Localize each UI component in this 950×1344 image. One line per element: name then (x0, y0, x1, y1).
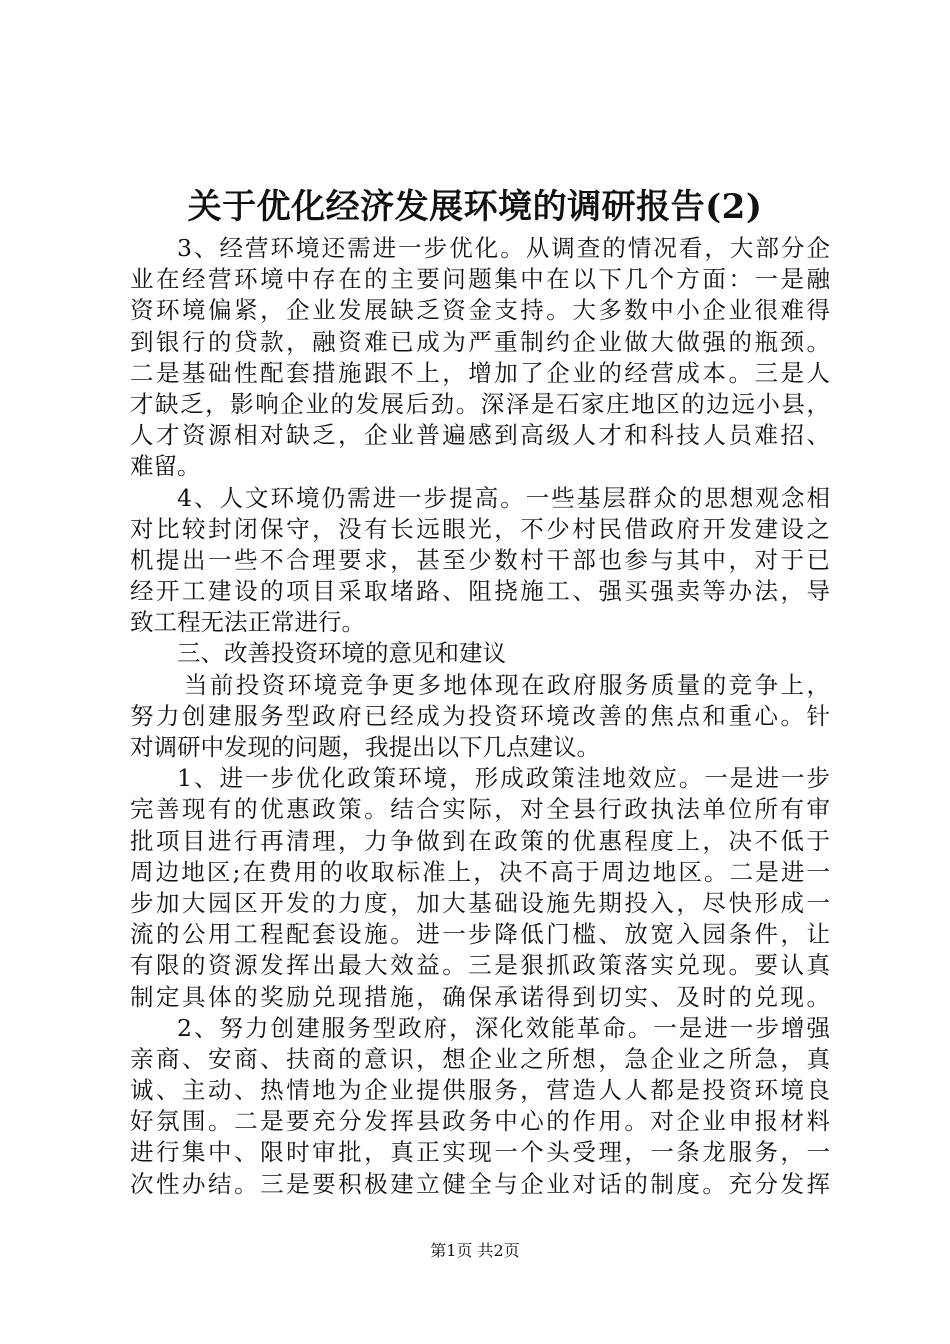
text-line: 进行集中、限时审批，真正实现一个头受理，一条龙服务，一 (130, 1138, 830, 1167)
text-line: 1、进一步优化政策环境，形成政策洼地效应。一是进一步 (177, 764, 830, 793)
text-line: 努力创建服务型政府已经成为投资环境改善的焦点和重心。针 (130, 701, 830, 730)
text-line: 当前投资环境竞争更多地体现在政府服务质量的竞争上， (184, 670, 830, 699)
document-title: 关于优化经济发展环境的调研报告(2) (187, 187, 763, 227)
text-line: 机提出一些不合理要求，甚至少数村干部也参与其中，对于已 (130, 545, 830, 574)
text-line: 制定具体的奖励兑现措施，确保承诺得到切实、及时的兑现。 (130, 982, 830, 1011)
text-line: 完善现有的优惠政策。结合实际，对全县行政执法单位所有审 (130, 795, 830, 824)
text-line: 有限的资源发挥出最大效益。三是狠抓政策落实兑现。要认真 (130, 951, 830, 980)
page-footer: 第1页 共2页 (430, 1241, 520, 1260)
text-line: 人才资源相对缺乏，企业普遍感到高级人才和科技人员难招、 (130, 421, 830, 450)
text-line: 才缺乏，影响企业的发展后劲。深泽是石家庄地区的边远小县， (130, 389, 830, 418)
text-line: 4、人文环境仍需进一步提高。一些基层群众的思想观念相 (177, 483, 830, 512)
text-line: 资环境偏紧，企业发展缺乏资金支持。大多数中小企业很难得 (130, 296, 830, 325)
text-line: 周边地区;在费用的收取标准上，决不高于周边地区。二是进一 (130, 857, 830, 886)
document-body (130, 233, 830, 1200)
text-line: 流的公用工程配套设施。进一步降低门槛、放宽入园条件，让 (130, 920, 830, 949)
text-line: 2、努力创建服务型政府，深化效能革命。一是进一步增强 (177, 1013, 830, 1042)
text-line: 步加大园区开发的力度，加大基础设施先期投入，尽快形成一 (130, 888, 830, 917)
text-line: 二是基础性配套措施跟不上，增加了企业的经营成本。三是人 (130, 358, 830, 387)
text-line: 对调研中发现的问题，我提出以下几点建议。 (130, 733, 600, 761)
text-line: 好氛围。二是要充分发挥县政务中心的作用。对企业申报材料 (130, 1107, 830, 1136)
text-line: 对比较封闭保守，没有长远眼光，不少村民借政府开发建设之 (130, 514, 830, 543)
text-line: 到银行的贷款，融资难已成为严重制约企业做大做强的瓶颈。 (130, 327, 830, 356)
text-line: 亲商、安商、扶商的意识，想企业之所想，急企业之所急，真 (130, 1044, 830, 1073)
section-heading: 三、改善投资环境的意见和建议 (177, 639, 506, 668)
text-line: 次性办结。三是要积极建立健全与企业对话的制度。充分发挥 (130, 1169, 830, 1198)
text-line: 业在经营环境中存在的主要问题集中在以下几个方面：一是融 (130, 265, 830, 294)
text-line: 经开工建设的项目采取堵路、阻挠施工、强买强卖等办法，导 (130, 577, 830, 606)
text-line: 难留。 (130, 452, 201, 481)
text-line: 批项目进行再清理，力争做到在政策的优惠程度上，决不低于 (130, 826, 830, 855)
text-line: 致工程无法正常进行。 (130, 608, 365, 637)
text-line: 诚、主动、热情地为企业提供服务，营造人人都是投资环境良 (130, 1076, 830, 1105)
text-line: 3、经营环境还需进一步优化。从调查的情况看，大部分企 (177, 234, 830, 262)
